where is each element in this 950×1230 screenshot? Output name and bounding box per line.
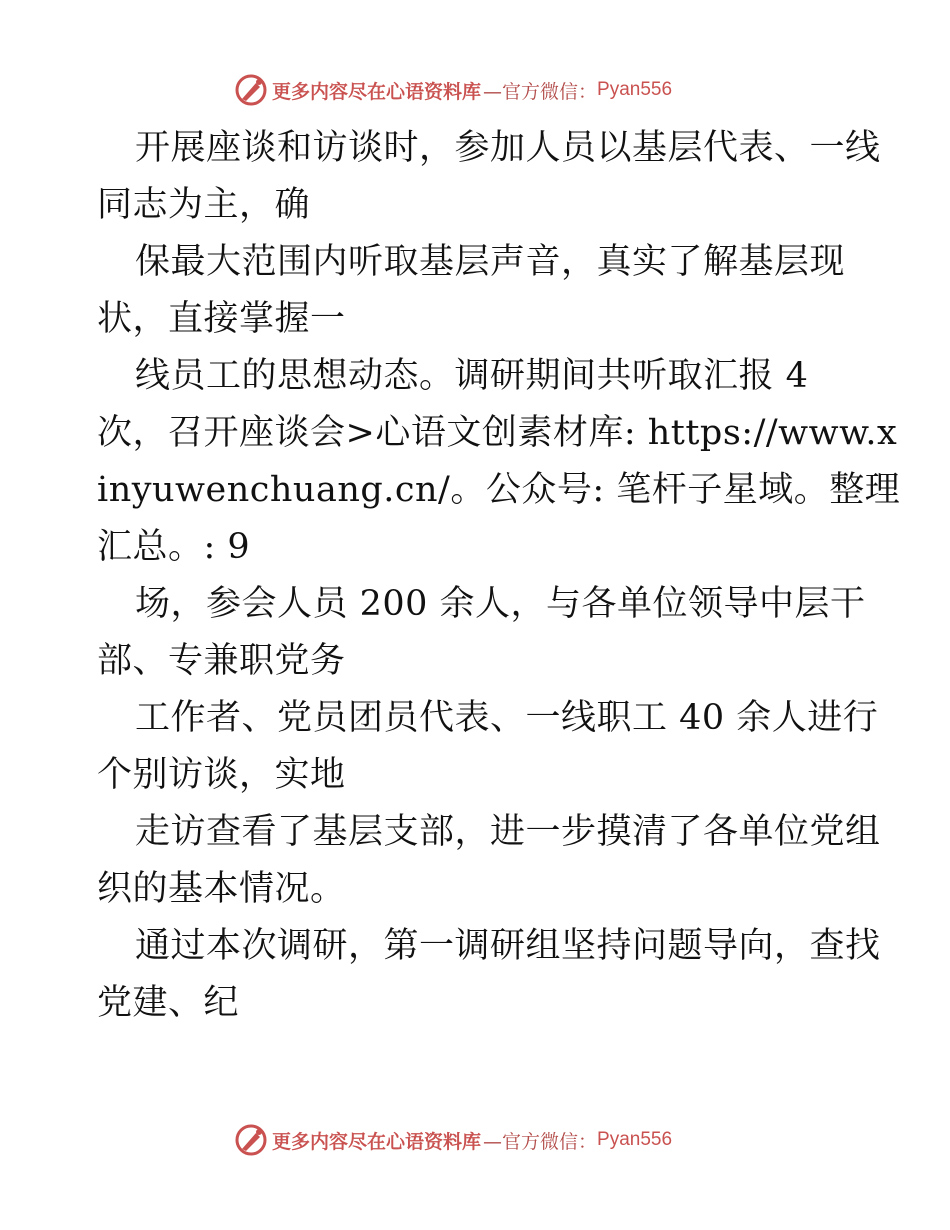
body-line: 保最大范围内听取基层声音，真实了解基层现 (135, 242, 846, 282)
body-line: 开展座谈和访谈时，参加人员以基层代表、一线 (135, 128, 881, 168)
header-banner-wechat-id: Pyan556 (597, 79, 673, 100)
body-line: 线员工的思想动态。调研期间共听取汇报 4 (135, 356, 809, 396)
pen-seal-logo-icon (234, 73, 268, 107)
footer-banner-wechat-id: Pyan556 (597, 1129, 673, 1150)
header-banner-separator: —官方微信： (483, 80, 598, 103)
footer-banner-title: 更多内容尽在心语资料库 (272, 1130, 482, 1153)
body-line: 通过本次调研，第一调研组坚持问题导向，查找 (135, 926, 881, 966)
document-body (97, 120, 901, 1032)
header-banner (234, 72, 672, 108)
body-line: 次，召开座谈会>心语文创素材库: https://www.x (97, 413, 898, 453)
body-line: 走访查看了基层支部，进一步摸清了各单位党组 (135, 812, 881, 852)
body-line: 工作者、党员团员代表、一线职工 40 余人进行 (135, 698, 879, 738)
body-line: 状，直接掌握一 (97, 299, 346, 339)
body-line: 同志为主，确 (97, 185, 311, 225)
body-line: 汇总。: 9 (97, 527, 251, 567)
footer-banner-separator: —官方微信： (483, 1130, 598, 1153)
header-banner-title: 更多内容尽在心语资料库 (272, 80, 482, 103)
pen-seal-logo-icon (234, 1123, 268, 1157)
body-line: 部、专兼职党务 (97, 641, 346, 681)
body-line: inyuwenchuang.cn/。公众号: 笔杆子星域。整理 (97, 470, 901, 510)
footer-banner (234, 1122, 672, 1158)
body-line: 场，参会人员 200 余人，与各单位领导中层干 (135, 584, 866, 624)
body-line: 织的基本情况。 (97, 869, 346, 909)
body-line: 党建、纪 (97, 983, 240, 1023)
body-line: 个别访谈，实地 (97, 755, 346, 795)
